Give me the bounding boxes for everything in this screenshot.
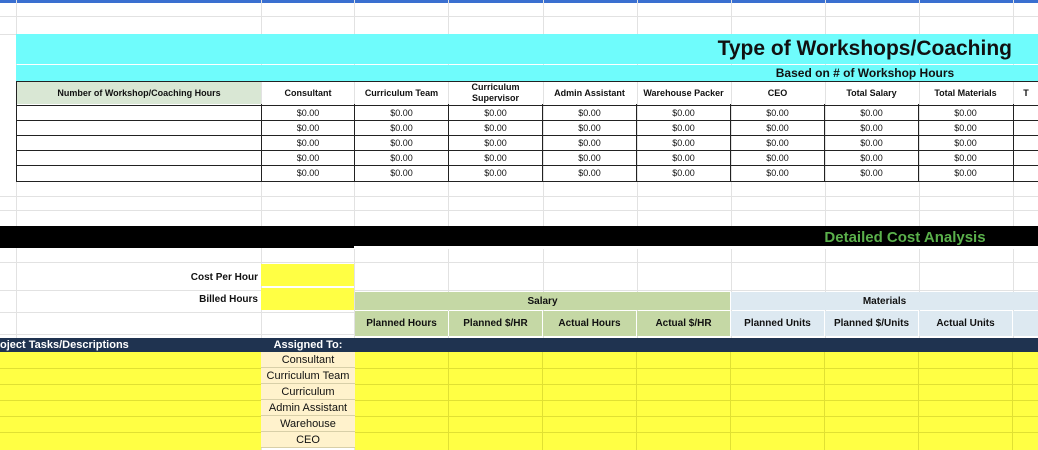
table-column-header: Curriculum Supervisor — [471, 82, 520, 103]
header-separator — [730, 311, 731, 336]
table-cell[interactable]: $0.00 — [860, 153, 883, 163]
table-column-header: Warehouse Packer — [643, 87, 724, 98]
row-divider — [355, 368, 1038, 369]
header-separator — [636, 311, 637, 336]
header-separator — [542, 311, 543, 336]
billed-hours-label: Billed Hours — [199, 294, 258, 305]
table-cell[interactable]: $0.00 — [766, 168, 789, 178]
tasks-description-area[interactable] — [0, 352, 261, 450]
salary-column-header: Actual Hours — [543, 311, 636, 336]
table-cell[interactable]: $0.00 — [954, 168, 977, 178]
row-divider — [355, 432, 1038, 433]
table-cell[interactable]: $0.00 — [296, 153, 320, 163]
table-cell[interactable]: $0.00 — [766, 108, 789, 118]
tasks-column-header: oject Tasks/Descriptions — [0, 338, 240, 352]
assignee-cell[interactable]: CEO — [261, 432, 355, 448]
materials-column-header: Actual Units — [919, 311, 1012, 336]
gridline-h — [0, 262, 1038, 263]
table-column-header: Admin Assistant — [554, 87, 625, 98]
table-cell[interactable]: $0.00 — [954, 108, 977, 118]
table-cell[interactable]: $0.00 — [672, 108, 695, 118]
table-cell[interactable]: $0.00 — [578, 168, 601, 178]
col-divider — [636, 352, 637, 450]
table-cell[interactable]: $0.00 — [672, 138, 695, 148]
page-title: Type of Workshops/Coaching — [717, 37, 1012, 60]
table-column-header: Consultant — [284, 87, 332, 98]
table-cell[interactable]: $0.00 — [860, 168, 883, 178]
table-cell[interactable]: $0.00 — [766, 153, 789, 163]
salary-column-header: Actual $/HR — [637, 311, 730, 336]
header-separator — [448, 311, 449, 336]
col-divider — [448, 352, 449, 450]
table-cell[interactable]: $0.00 — [578, 138, 601, 148]
assigned-to-header: Assigned To: — [262, 338, 354, 352]
col-divider — [1012, 352, 1013, 450]
col-divider — [542, 352, 543, 450]
col-divider — [918, 352, 919, 450]
table-column-header: T — [1023, 87, 1029, 98]
table-cell[interactable]: $0.00 — [390, 123, 413, 133]
cost-entry-area[interactable] — [355, 352, 1038, 450]
table-cell[interactable]: $0.00 — [390, 153, 413, 163]
table-cell[interactable]: $0.00 — [860, 138, 883, 148]
table-cell[interactable]: $0.00 — [390, 168, 413, 178]
col-divider — [730, 352, 731, 450]
table-cell[interactable]: $0.00 — [484, 168, 507, 178]
table-column-header: Curriculum Team — [364, 87, 439, 98]
materials-column-header: Planned $/Units — [825, 311, 918, 336]
header-separator — [918, 311, 919, 336]
header-separator — [824, 311, 825, 336]
table-cell[interactable]: $0.00 — [484, 123, 507, 133]
table-column-header: CEO — [767, 87, 788, 98]
table-cell[interactable]: $0.00 — [578, 153, 601, 163]
salary-group-header: Salary — [355, 292, 730, 310]
table-cell[interactable]: $0.00 — [296, 108, 320, 118]
row-divider — [355, 384, 1038, 385]
row-divider — [0, 416, 261, 417]
gridline-h — [0, 210, 1038, 211]
materials-column-header: Planned Units — [731, 311, 824, 336]
table-cell[interactable]: $0.00 — [860, 108, 883, 118]
table-cell[interactable]: $0.00 — [390, 108, 413, 118]
cost-per-hour-label: Cost Per Hour — [190, 272, 258, 283]
salary-column-header: Planned Hours — [355, 311, 448, 336]
table-cell[interactable]: $0.00 — [484, 138, 507, 148]
table-cell[interactable]: $0.00 — [954, 123, 977, 133]
row-divider — [0, 384, 261, 385]
materials-group-header: Materials — [731, 292, 1038, 310]
salary-column-header: Planned $/HR — [449, 311, 542, 336]
table-cell[interactable]: $0.00 — [578, 108, 601, 118]
gridline-h — [0, 290, 1038, 291]
table-cell[interactable]: $0.00 — [766, 138, 789, 148]
table-cell[interactable]: $0.00 — [672, 168, 695, 178]
col-divider — [824, 352, 825, 450]
table-cell[interactable]: $0.00 — [954, 153, 977, 163]
page-subtitle: Based on # of Workshop Hours — [775, 66, 955, 80]
gridline-h — [0, 16, 1038, 17]
table-cell[interactable]: $0.00 — [390, 138, 413, 148]
table-column-header: Total Salary — [846, 87, 897, 98]
assignee-cell[interactable]: Admin Assistant — [261, 400, 355, 416]
table-cell[interactable]: $0.00 — [296, 123, 320, 133]
assignee-cell[interactable]: Warehouse — [261, 416, 355, 432]
assignee-cell[interactable]: Curriculum — [261, 384, 355, 400]
billed-hours-input[interactable] — [261, 288, 354, 310]
table-cell[interactable]: $0.00 — [860, 123, 883, 133]
detailed-cost-analysis-title: Detailed Cost Analysis — [824, 229, 986, 246]
table-cell[interactable]: $0.00 — [672, 153, 695, 163]
gridline-h — [0, 196, 1038, 197]
table-cell[interactable]: $0.00 — [578, 123, 601, 133]
table-cell[interactable]: $0.00 — [296, 138, 320, 148]
table-cell[interactable]: $0.00 — [296, 168, 320, 178]
table-cell[interactable]: $0.00 — [484, 153, 507, 163]
row-divider — [0, 400, 261, 401]
header-separator — [1012, 311, 1013, 336]
materials-column-header-overflow — [1013, 311, 1038, 336]
assignee-cell[interactable]: Curriculum Team — [261, 368, 355, 384]
row-divider — [355, 400, 1038, 401]
row-divider — [0, 432, 261, 433]
window-top-bar — [0, 0, 1038, 3]
cost-per-hour-input[interactable] — [261, 264, 354, 286]
table-cell[interactable]: $0.00 — [672, 123, 695, 133]
hours-column-header: Number of Workshop/Coaching Hours — [17, 82, 261, 104]
table-column-header: Total Materials — [934, 87, 997, 98]
assignee-cell[interactable]: Consultant — [261, 352, 355, 368]
row-divider — [0, 368, 261, 369]
table-cell[interactable]: $0.00 — [484, 108, 507, 118]
table-cell[interactable]: $0.00 — [954, 138, 977, 148]
row-divider — [355, 416, 1038, 417]
table-cell[interactable]: $0.00 — [766, 123, 789, 133]
